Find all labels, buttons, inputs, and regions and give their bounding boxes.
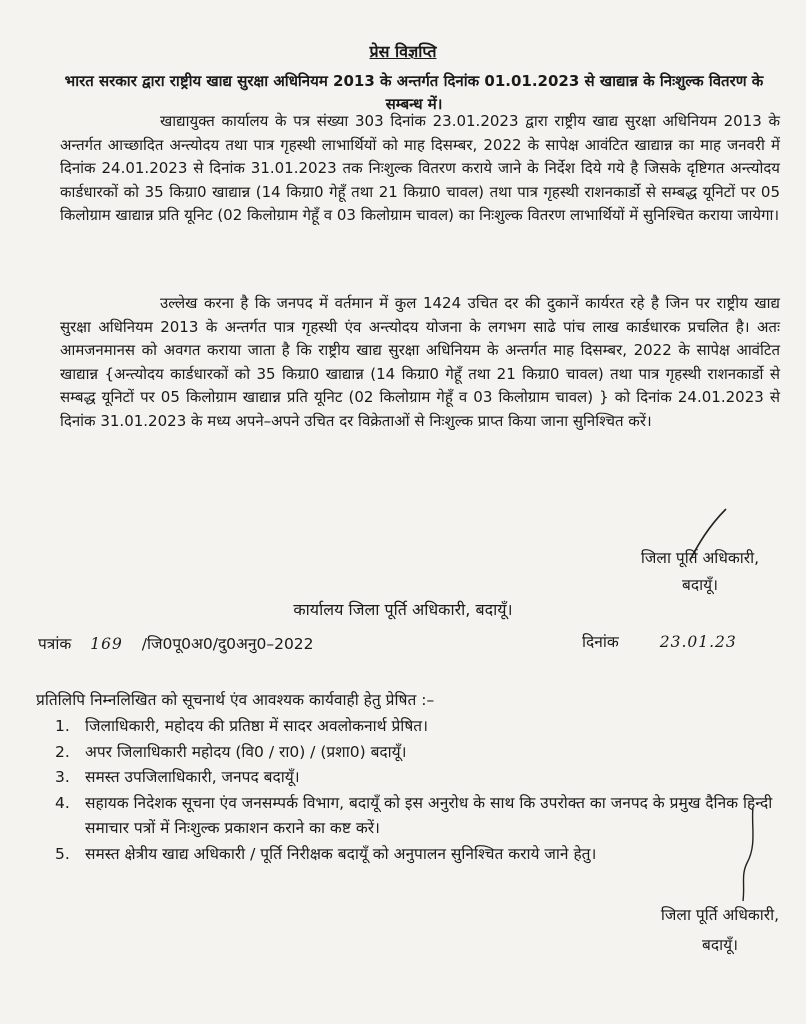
reference-handwritten-number: 169 (90, 635, 123, 653)
reference-suffix: /जि0पू0अ0/दु0अनु0–2022 (141, 635, 314, 653)
signatory-designation: जिला पूर्ति अधिकारी, (640, 549, 760, 567)
signature-block-2 (630, 900, 806, 960)
list-item-text: अपर जिलाधिकारी महोदय (वि0 / रा0) / (प्रशा0) बदायूँ। (85, 742, 407, 761)
list-item-text: समस्त उपजिलाधिकारी, जनपद बदायूँ। (85, 768, 300, 786)
reference-label: पत्रांक (38, 635, 72, 653)
body-paragraph-2: उल्लेख करना है कि जनपद में वर्तमान में कुल 1424 उचित दर की दुकानें कार्यरत रहे है जिन पर राष्ट्रीय खाद्य सुरक्षा अधिनियम 2013 के अन्तर्गत पात्र गृहस्थी एंव अन्त्योदय योजना के लगभग साढे पांच लाख कार्डधारक प्रचलित है। अतः आमजनमानस को अवगत कराया जाता है कि राष्ट्रीय खाद्य सुरक्षा अधिनियम के अन्तर्गत माह दिसम्बर, 2022 के सापेक्ष आवंटित खाद्यान्न {अन्त्योदय कार्डधारकों को 35 किग्रा0 खाद्यान्न (14 किग्रा0 गेहूँ तथा 21 किग्रा0 चावल) तथा पात्र गृहस्थी राशनकार्डो से सम्बद्ध यूनिटों पर 05 किलोग्राम खाद्यान्न प्रति यूनिट (02 किलोग्राम गेहूँ व 03 किलोग्राम चावल) } को दिनांक 24.01.2023 से दिनांक 31.01.2023 के मध्य अपने–अपने उचित दर विक्रेताओं से निःशुल्क प्राप्त किया जाना सुनिश्चित करें। (60, 294, 780, 430)
signature-block-1 (610, 545, 790, 599)
list-item-text: सहायक निदेशक सूचना एंव जनसम्पर्क विभाग, बदायूँ को इस अनुरोध के साथ कि उपरोक्त का जनपद के प्रमुख दैनिक हिन्दी समाचार पत्रों में निःशुल्क प्रकाशन कराने का कष्ट करें। (85, 793, 773, 837)
document-subject: भारत सरकार द्वारा राष्ट्रीय खाद्य सुरक्षा अधिनियम 2013 के अन्तर्गत दिनांक 01.01.2023 से खाद्यान्न के निःशुल्क वितरण के सम्बन्ध में। (64, 72, 764, 113)
list-item (55, 765, 803, 791)
list-item (55, 791, 803, 842)
reference-date (582, 630, 751, 652)
body-paragraph-1: खाद्यायुक्त कार्यालय के पत्र संख्या 303 दिनांक 23.01.2023 द्वारा राष्ट्रीय खाद्य सुरक्षा अधिनियम 2013 के अन्तर्गत आच्छादित अन्त्योदय तथा पात्र गृहस्थी लाभार्थियों को माह दिसम्बर, 2022 के सापेक्ष आवंटित खाद्यान्न का माह जनवरी में दिनांक 24.01.2023 से दिनांक 31.01.2023 तक निःशुल्क वितरण कराये जाने के निर्देश दिये गये है जिसके दृष्टिगत अन्त्योदय कार्डधारकों को 35 किग्रा0 खाद्यान्न (14 किग्रा0 गेहूँ तथा 21 किग्रा0 चावल) तथा पात्र गृहस्थी राशनकार्डो से सम्बद्ध यूनिटों पर 05 किलोग्राम खाद्यान्न प्रति यूनिट (02 किलोग्राम गेहूँ व 03 किलोग्राम चावल) का निःशुल्क वितरण लाभार्थियों में सुनिश्चित कराया जायेगा। (60, 112, 780, 224)
copy-recipient-list (55, 714, 803, 867)
list-item-number: 2. (55, 742, 70, 761)
date-handwritten-value: 23.01.23 (659, 633, 737, 651)
list-item-text: समस्त क्षेत्रीय खाद्य अधिकारी / पूर्ति निरीक्षक बदायूँ को अनुपालन सुनिश्चित कराये जाने हेतु। (85, 844, 597, 863)
list-item-number: 5. (55, 844, 70, 863)
list-item-text: जिलाधिकारी, महोदय की प्रतिष्ठा में सादर अवलोकनार्थ प्रेषित। (85, 717, 428, 735)
list-item-number: 1. (55, 717, 70, 735)
signatory-place: बदायूँ। (682, 576, 718, 594)
copy-heading: प्रतिलिपि निम्नलिखित को सूचनार्थ एंव आवश्यक कार्यवाही हेतु प्रेषित :– (36, 691, 435, 709)
office-line: कार्यालय जिला पूर्ति अधिकारी, बदायूँ। (293, 600, 513, 619)
reference-number (38, 632, 314, 654)
list-item-number: 3. (55, 768, 70, 786)
list-item-number: 4. (55, 793, 70, 812)
date-label: दिनांक (582, 633, 619, 651)
list-item (55, 842, 803, 868)
list-item (55, 714, 803, 740)
document-title: प्रेस विज्ञप्ति (369, 42, 437, 61)
signatory-place: बदायूँ। (702, 936, 738, 954)
signature-mark-2 (725, 805, 775, 905)
list-item (55, 740, 803, 766)
signatory-designation: जिला पूर्ति अधिकारी, (660, 906, 780, 924)
